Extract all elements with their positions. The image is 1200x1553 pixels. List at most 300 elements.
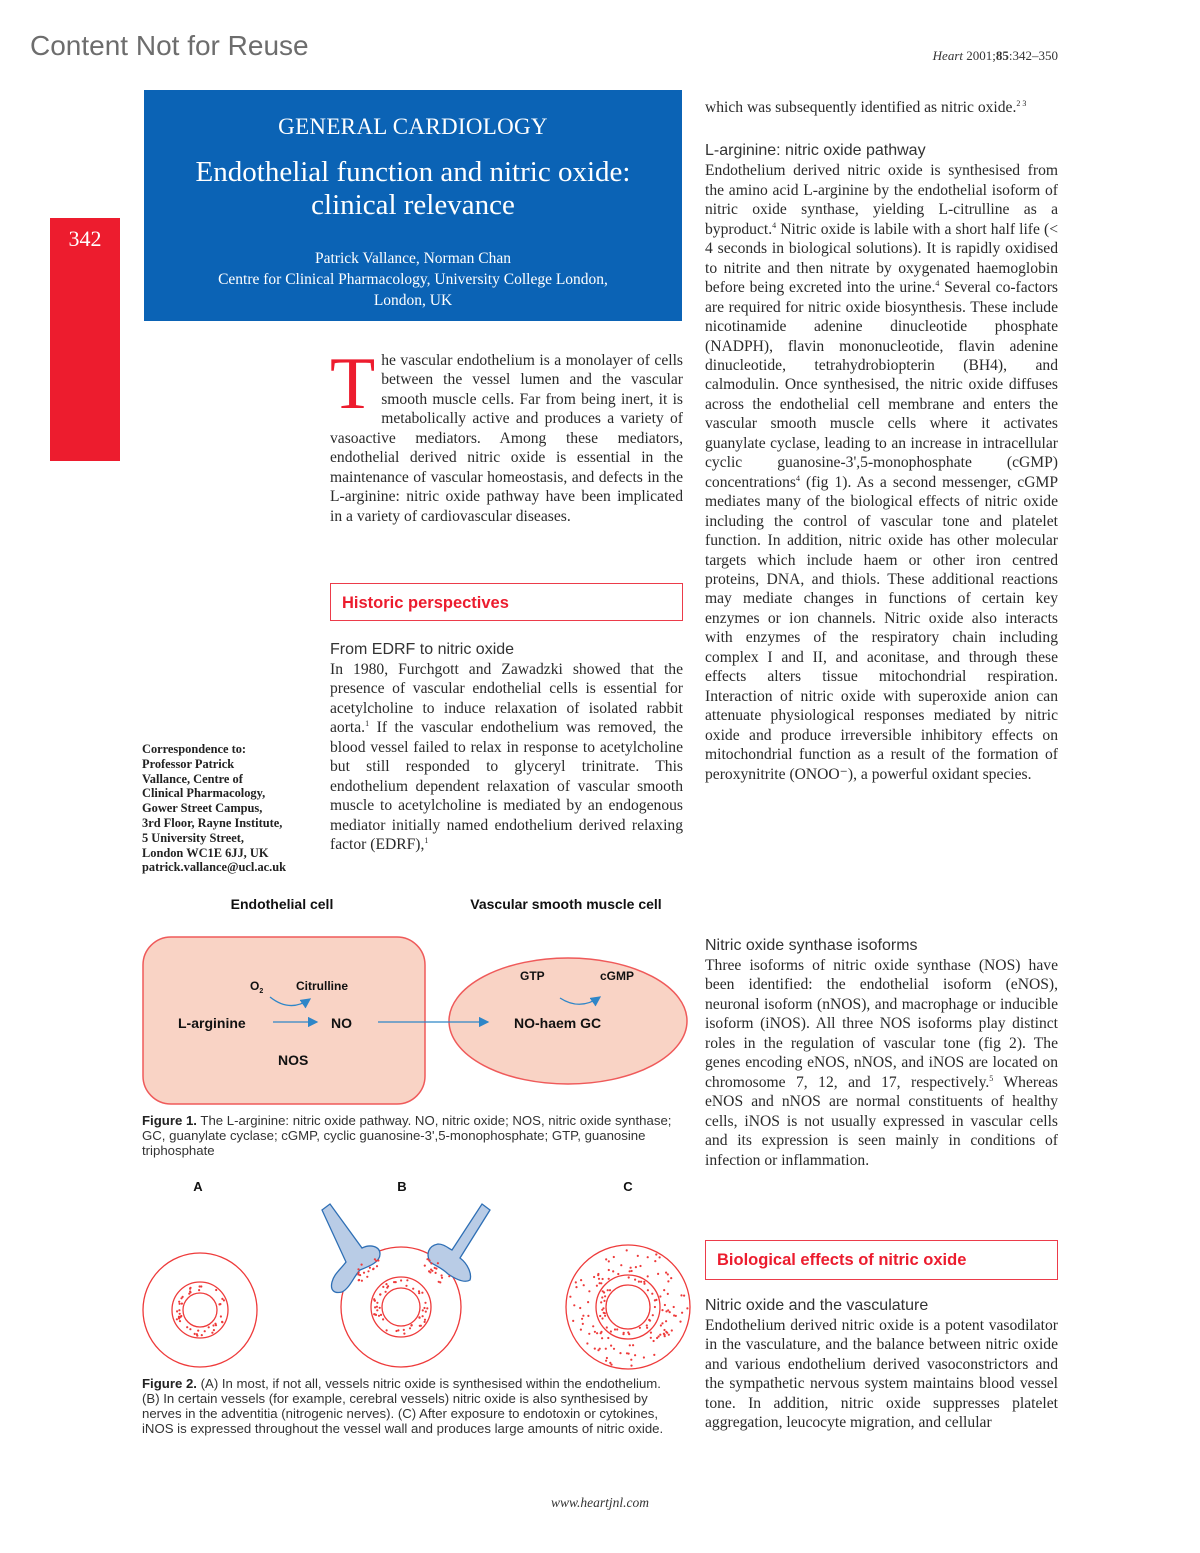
nos-dot-b (386, 1287, 388, 1289)
inos-dot-c (675, 1315, 677, 1317)
text-span: 5 University Street, (142, 830, 244, 845)
inos-dot-c (650, 1337, 652, 1339)
text-span: Nitric oxide is labile with a short half life (< 4 seconds in biological solutions). It is rapidly oxidised to nitrite and then nitrate by oxygenated haemoglobin before being excreted into the urine. (705, 220, 1058, 297)
nerve-nos-dot-b (441, 1277, 443, 1279)
label-cgmp: cGMP (600, 969, 635, 983)
nos-dot-a (179, 1303, 181, 1305)
nos-dot-b (425, 1311, 427, 1313)
inos-dot-c (606, 1357, 608, 1359)
correspondence-address (142, 742, 322, 875)
nos-dot-a (199, 1285, 201, 1287)
nos-dot-b (378, 1315, 380, 1317)
nerve-nos-dot-b (366, 1276, 368, 1278)
nos-dot-a (178, 1316, 180, 1318)
inos-dot-c (606, 1326, 608, 1328)
inos-dot-c (575, 1286, 577, 1288)
nos-dot-a (179, 1313, 181, 1315)
inos-dot-c (632, 1344, 634, 1346)
inos-dot-c (635, 1266, 637, 1268)
inos-dot-c (654, 1306, 656, 1308)
inos-dot-c (634, 1279, 636, 1281)
inos-dot-c (667, 1293, 669, 1295)
panel-label-c: C (623, 1179, 633, 1194)
authors: Patrick Vallance, Norman Chan (315, 250, 511, 267)
nos-dot-a (179, 1320, 181, 1322)
inos-dot-c (580, 1329, 582, 1331)
inos-dot-c (601, 1317, 603, 1319)
nos-dot-b (403, 1329, 405, 1331)
nos-dot-a (208, 1326, 210, 1328)
nos-dot-a (186, 1326, 188, 1328)
inos-dot-c (679, 1321, 681, 1323)
page-number: 342 (68, 226, 102, 251)
text-span: Clinical Pharmacology, (142, 786, 266, 801)
inos-dot-c (646, 1327, 648, 1329)
nerve-nos-dot-b (372, 1268, 374, 1270)
inos-dot-c (573, 1304, 575, 1306)
drop-cap: T (330, 343, 376, 425)
inos-dot-c (616, 1328, 618, 1330)
text-span: Three isoforms of nitric oxide synthase (NOS) have been identified: the endothelial isoform (eNOS), neuronal isoform (nNOS), and macrophage or inducible isoform (iNOS). All three NOS isoforms play distinct roles in the regulation of vascular tone (fig 2). The genes encoding eNOS, nNOS, and iNOS are located on chromosome 7, 12, and 17, respectively. (705, 957, 1058, 1091)
subheading-isoforms: Nitric oxide synthase isoforms (705, 937, 918, 954)
inos-dot-c (596, 1332, 598, 1334)
nos-dot-b (405, 1285, 407, 1287)
nos-dot-b (422, 1309, 424, 1311)
text-span: which was subsequently identified as nitric oxide. (705, 99, 1017, 116)
inos-dot-c (629, 1270, 631, 1272)
nos-dot-a (182, 1296, 184, 1298)
nerve-nos-dot-b (438, 1281, 440, 1283)
inos-dot-c (605, 1258, 607, 1260)
inos-dot-c (594, 1348, 596, 1350)
inos-dot-c (671, 1329, 673, 1331)
inos-dot-c (600, 1301, 602, 1303)
inos-dot-c (680, 1294, 682, 1296)
nos-dot-a (197, 1330, 199, 1332)
nos-dot-a (180, 1315, 182, 1317)
inos-dot-c (630, 1365, 632, 1367)
inos-dot-c (663, 1334, 665, 1336)
text-span: Professor Patrick (142, 756, 235, 771)
inos-dot-c (599, 1315, 601, 1317)
vessel-a-outer (143, 1253, 257, 1367)
inos-dot-c (661, 1322, 663, 1324)
inos-dot-c (647, 1256, 649, 1258)
vessel-b-lumen (382, 1288, 420, 1326)
inos-dot-c (596, 1285, 598, 1287)
nos-dot-a (189, 1290, 191, 1292)
inos-dot-c (669, 1311, 671, 1313)
inos-dot-c (600, 1332, 602, 1334)
nos-dot-a (181, 1303, 183, 1305)
nerve-nos-dot-b (377, 1259, 379, 1261)
nos-dot-a (221, 1298, 223, 1300)
text-span: (fig 1). As a second messenger, cGMP mediates many of the biological effects of nitric oxide including the control of vascular tone and platelet function. In addition, nitric oxide has other molecular targets which include haem or other iron centred proteins, DNA, and thiols. These additional reactions may mediate changes in functions of certain key enzymes or ion channels. Nitric oxide also interacts with enzymes of the respiratory chain including complex I and II, and aconitase, and through these effects alters tissue mitochondrial respiration. Interaction of nitric oxide with superoxide anion can attenuate physiological responses mediated by nitric oxide and produce irreversible inhibitory effects on mitochondrial function as a result of the formation of peroxynitrite (ONOO⁻), a powerful oxidant species. (705, 473, 1058, 783)
nos-dot-a (198, 1289, 200, 1291)
label-l-arginine: L-arginine (178, 1015, 246, 1031)
inos-dot-c (643, 1281, 645, 1283)
nos-dot-b (379, 1293, 381, 1295)
panel-label-a: A (193, 1179, 203, 1194)
inos-dot-c (670, 1277, 672, 1279)
inos-dot-c (613, 1348, 615, 1350)
inos-dot-c (643, 1356, 645, 1358)
nerve-nos-dot-b (441, 1274, 443, 1276)
nos-dot-a (176, 1310, 178, 1312)
text-span: 2 3 (1016, 98, 1027, 108)
article-title: Endothelial function and nitric oxide: clinical relevance (195, 156, 631, 221)
inos-dot-c (653, 1354, 655, 1356)
inos-dot-c (580, 1279, 582, 1281)
inos-dot-c (660, 1324, 662, 1326)
inos-dot-c (604, 1315, 606, 1317)
inos-dot-c (655, 1299, 657, 1301)
nerve-nos-dot-b (367, 1270, 369, 1272)
inos-dot-c (604, 1295, 606, 1297)
citation-year: 2001; (963, 48, 996, 63)
section-heading-biological: Biological effects of nitric oxide (705, 1240, 1058, 1280)
nerve-nos-dot-b (358, 1272, 360, 1274)
email-link[interactable]: patrick.vallance@ucl.ac.uk (142, 860, 287, 875)
nos-dot-a (178, 1309, 180, 1311)
text-span: Whereas eNOS and nNOS are normal constituents of healthy cells, iNOS is not usually expressed in vascular cells and its expression is seen mainly in conditions of infection or inflammation. (705, 1073, 1058, 1169)
inos-dot-c (639, 1265, 641, 1267)
vessel-c-lumen (606, 1285, 650, 1329)
inos-dot-c (659, 1256, 661, 1258)
nos-dot-b (403, 1333, 405, 1335)
intro-paragraph (330, 343, 683, 526)
inos-dot-c (647, 1275, 649, 1277)
inos-dot-c (665, 1272, 667, 1274)
nos-dot-a (189, 1287, 191, 1289)
inos-dot-c (638, 1281, 640, 1283)
inos-dot-c (628, 1353, 630, 1355)
inos-dot-c (601, 1337, 603, 1339)
text-span: Correspondence to: (142, 742, 247, 756)
inos-dot-c (602, 1307, 604, 1309)
subheading-pathway: L-arginine: nitric oxide pathway (705, 142, 926, 160)
text-span: 1 (424, 835, 429, 845)
inos-dot-c (639, 1327, 641, 1329)
right-column (705, 98, 1058, 784)
inos-dot-c (651, 1293, 653, 1295)
section-label: GENERAL CARDIOLOGY (278, 114, 548, 139)
title-banner (144, 90, 682, 321)
inos-dot-c (610, 1364, 612, 1366)
nos-dot-b (376, 1302, 378, 1304)
section-heading-historic: Historic perspectives (330, 583, 683, 621)
nos-dot-b (406, 1279, 408, 1281)
inos-dot-c (673, 1306, 675, 1308)
inos-dot-c (612, 1270, 614, 1272)
label-no: NO (331, 1015, 352, 1031)
inos-dot-c (607, 1289, 609, 1291)
text-span: Endothelium derived nitric oxide is synthesised from the amino acid L-arginine by the endothelial isoform of nitric oxide synthase, yielding L-citrulline as a byproduct. (705, 162, 1058, 238)
edrf-section (330, 640, 683, 855)
text-span: 3rd Floor, Rayne Institute, (142, 815, 283, 830)
inos-dot-c (659, 1334, 661, 1336)
inos-dot-c (569, 1296, 571, 1298)
text-span: Gower Street Campus, (142, 801, 263, 816)
nerve-nos-dot-b (424, 1265, 426, 1267)
label-endothelial-cell: Endothelial cell (230, 896, 334, 912)
nerve-left (322, 1204, 380, 1293)
inos-dot-c (613, 1256, 615, 1258)
inos-dot-c (681, 1312, 683, 1314)
inos-dot-c (634, 1354, 636, 1356)
text-span: Figure 2. (142, 1376, 197, 1391)
inos-dot-c (603, 1291, 605, 1293)
inos-dot-c (605, 1360, 607, 1362)
inos-dot-c (683, 1295, 685, 1297)
nerve-nos-dot-b (430, 1262, 432, 1264)
continuation-paragraph (705, 98, 1058, 117)
text-span: 5 (989, 1073, 994, 1083)
nos-dot-b (376, 1309, 378, 1311)
nos-dot-a (194, 1333, 196, 1335)
nos-dot-a (220, 1315, 222, 1317)
nerve-nos-dot-b (448, 1275, 450, 1277)
inos-dot-c (610, 1345, 612, 1347)
nos-dot-b (423, 1307, 425, 1309)
nerve-nos-dot-b (361, 1280, 363, 1282)
nerve-nos-dot-b (376, 1265, 378, 1267)
inos-dot-c (619, 1352, 621, 1354)
inos-dot-c (588, 1290, 590, 1292)
text-span: (A) In most, if not all, vessels nitric oxide is synthesised within the endothelium. (B) In certain vessels (for example, cerebral vessels) nitric oxide is also synthesised by nerves in the adventitia (nitrogenic nerves). (C) After exposure to endotoxin or cytokines, iNOS is expressed throughout the vessel wall and produces large amounts of nitric oxide. (142, 1376, 664, 1436)
nos-dot-b (411, 1324, 413, 1326)
label-no-haem-gc: NO-haem GC (514, 1015, 602, 1031)
nos-dot-b (373, 1298, 375, 1300)
inos-dot-c (628, 1333, 630, 1335)
nerve-nos-dot-b (430, 1269, 432, 1271)
inos-dot-c (602, 1278, 604, 1280)
nos-dot-b (385, 1291, 387, 1293)
inos-dot-c (617, 1273, 619, 1275)
inos-dot-c (665, 1310, 667, 1312)
vasculature-section (705, 1296, 1058, 1433)
inos-dot-c (614, 1328, 616, 1330)
nos-dot-b (424, 1302, 426, 1304)
nerve-nos-dot-b (437, 1262, 439, 1264)
inos-dot-c (666, 1332, 668, 1334)
nos-dot-b (382, 1318, 384, 1320)
nos-dot-a (189, 1328, 191, 1330)
nerve-nos-dot-b (435, 1268, 437, 1270)
subheading-vasculature: Nitric oxide and the vasculature (705, 1297, 929, 1314)
inos-dot-c (608, 1269, 610, 1271)
inos-dot-c (598, 1278, 600, 1280)
nerve-nos-dot-b (361, 1264, 363, 1266)
nos-dot-a (215, 1289, 217, 1291)
text-span: Several co-factors are required for nitric oxide biosynthesis. These include nicotinamide adenine dinucleotide phosphate (NADPH), flavin mononucleotide, flavin adenine dinucleotide, tetrahydrobiopterin (BH4), and calmodulin. Once synthesised, the nitric oxide diffuses across the endothelial cell membrane and enters the vascular smooth muscle cells where it activates guanylate cyclase, leading to an increase in intracellular cyclic guanosine-3',5-monophosphate (cGMP) concentrations (705, 279, 1058, 491)
inos-dot-c (668, 1334, 670, 1336)
inos-dot-c (650, 1332, 652, 1334)
inos-dot-c (647, 1289, 649, 1291)
inos-dot-c (665, 1320, 667, 1322)
inos-dot-c (601, 1296, 603, 1298)
nos-dot-a (211, 1332, 213, 1334)
inos-dot-c (608, 1278, 610, 1280)
inos-dot-c (605, 1348, 607, 1350)
inos-dot-c (646, 1324, 648, 1326)
nerve-nos-dot-b (428, 1260, 430, 1262)
inos-dot-c (572, 1320, 574, 1322)
inos-dot-c (629, 1344, 631, 1346)
inos-dot-c (631, 1270, 633, 1272)
intro-text: he vascular endothelium is a monolayer of cells between the vessel lumen and the vascular smooth muscle cells. Far from being inert, it is metabolically active and produces a variety of vasoactive mediators. Among these mediators, endothelial derived nitric oxide is essential in the maintenance of vascular homeostasis, and defects in the L-arginine: nitric oxide pathway have been implicated in a variety of cardiovascular diseases. (330, 352, 683, 525)
inos-dot-c (579, 1307, 581, 1309)
text-span: O (250, 979, 260, 993)
footer-url[interactable]: www.heartjnl.com (550, 1495, 649, 1510)
nos-dot-a (219, 1303, 221, 1305)
journal-name: Heart (932, 48, 963, 63)
figure-2-caption (142, 1376, 682, 1436)
inos-dot-c (686, 1307, 688, 1309)
nos-dot-a (201, 1334, 203, 1336)
subheading-edrf: From EDRF to nitric oxide (330, 641, 515, 658)
inos-dot-c (588, 1333, 590, 1335)
nos-dot-b (395, 1281, 397, 1283)
nos-dot-b (379, 1307, 381, 1309)
vessel-a-lumen (183, 1293, 217, 1327)
nos-dot-b (386, 1329, 388, 1331)
inos-dot-c (592, 1325, 594, 1327)
nos-dot-b (385, 1283, 387, 1285)
inos-dot-c (643, 1283, 645, 1285)
isoforms-section (705, 936, 1058, 1170)
nos-dot-b (422, 1315, 424, 1317)
pathway-paragraph (705, 161, 1058, 784)
nos-dot-b (373, 1313, 375, 1315)
figure-1-caption (142, 1113, 682, 1158)
nerve-nos-dot-b (357, 1268, 359, 1270)
inos-dot-c (583, 1284, 585, 1286)
nos-dot-b (409, 1327, 411, 1329)
inos-dot-c (655, 1253, 657, 1255)
nos-dot-b (418, 1290, 420, 1292)
inos-dot-c (663, 1289, 665, 1291)
text-span: London WC1E 6JJ, UK (142, 845, 269, 860)
nos-dot-b (380, 1314, 382, 1316)
edrf-paragraph (330, 660, 683, 855)
nos-dot-a (204, 1330, 206, 1332)
nos-dot-b (397, 1329, 399, 1331)
nerve-nos-dot-b (357, 1273, 359, 1275)
inos-dot-c (667, 1273, 669, 1275)
label-nos: NOS (278, 1052, 309, 1068)
vessel-c-outer (566, 1245, 690, 1369)
text-span: The L-arginine: nitric oxide pathway. NO, nitric oxide; NOS, nitric oxide synthase; GC, guanylate cyclase; cGMP, cyclic guanosine-3',5-monophosphate; GTP, guanosine triphosphate (142, 1113, 672, 1158)
inos-dot-c (626, 1249, 628, 1251)
inos-dot-c (582, 1315, 584, 1317)
watermark: Content Not for Reuse (30, 30, 309, 61)
nerve-nos-dot-b (426, 1258, 428, 1260)
nerve-nos-dot-b (363, 1272, 365, 1274)
nos-dot-b (420, 1325, 422, 1327)
inos-dot-c (659, 1295, 661, 1297)
figure-2-diagram (130, 1170, 700, 1370)
page-number-tab (50, 218, 120, 461)
nos-dot-a (196, 1335, 198, 1337)
nerve-nos-dot-b (435, 1272, 437, 1274)
nos-dot-b (382, 1286, 384, 1288)
inos-dot-c (652, 1314, 654, 1316)
text-span: If the vascular endothelium was removed, the blood vessel failed to relax in response to acetylcholine but still responded to glyceryl trinitrate. This endothelium dependent relaxation of vascular smooth muscle to acetylcholine is mediated by an endogenous mediator initially named endothelium derived relaxing factor (EDRF), (330, 719, 683, 854)
inos-dot-c (587, 1315, 589, 1317)
nos-dot-b (426, 1307, 428, 1309)
nos-dot-a (176, 1318, 178, 1320)
text-span: In 1980, Furchgott and Zawadzki showed that the presence of vascular endothelial cells is essential for acetylcholine to induce relaxation of isolated rabbit aorta. (330, 661, 683, 737)
nos-dot-a (213, 1329, 215, 1331)
nos-dot-b (424, 1319, 426, 1321)
inos-dot-c (604, 1312, 606, 1314)
inos-dot-c (622, 1333, 624, 1335)
citation-pages: :342–350 (1008, 48, 1058, 63)
nos-dot-b (421, 1292, 423, 1294)
nerve-nos-dot-b (429, 1271, 431, 1273)
inos-dot-c (663, 1329, 665, 1331)
inos-dot-c (597, 1273, 599, 1275)
inos-dot-c (599, 1282, 601, 1284)
text-span: 4 (772, 220, 777, 230)
nos-dot-b (400, 1279, 402, 1281)
nos-dot-b (395, 1330, 397, 1332)
inos-dot-c (661, 1309, 663, 1311)
label-gtp: GTP (520, 969, 545, 983)
inos-dot-c (653, 1340, 655, 1342)
nos-dot-a (212, 1324, 214, 1326)
inos-dot-c (603, 1300, 605, 1302)
panel-label-b: B (397, 1179, 407, 1194)
text-span: 2 (259, 988, 264, 995)
nos-dot-b (424, 1321, 426, 1323)
inos-dot-c (607, 1337, 609, 1339)
inos-dot-c (593, 1276, 595, 1278)
inos-dot-c (637, 1255, 639, 1257)
citation-volume: 85 (995, 48, 1009, 63)
inos-dot-c (582, 1323, 584, 1325)
inos-dot-c (664, 1304, 666, 1306)
inos-dot-c (587, 1301, 589, 1303)
inos-dot-c (654, 1260, 656, 1262)
nerve-nos-dot-b (358, 1279, 360, 1281)
affiliation-city: London, UK (373, 292, 453, 309)
inos-dot-c (597, 1349, 599, 1351)
figure-1-diagram (130, 885, 700, 1110)
inos-dot-c (649, 1320, 651, 1322)
inos-dot-c (586, 1342, 588, 1344)
text-span: 4 (795, 473, 800, 483)
isoforms-paragraph (705, 956, 1058, 1170)
inos-dot-c (581, 1318, 583, 1320)
affiliation: Centre for Clinical Pharmacology, University College London, (218, 271, 608, 288)
inos-dot-c (656, 1337, 658, 1339)
nos-dot-b (376, 1306, 378, 1308)
journal-citation (933, 48, 1058, 64)
text-span: Vallance, Centre of (142, 771, 243, 786)
nerve-nos-dot-b (369, 1267, 371, 1269)
vasculature-paragraph: Endothelium derived nitric oxide is a potent vasodilator in the vasculature, and the balance between nitric oxide and various endothelium derived vasoconstrictors and the sympathetic nervous system maintains blood vessel tone. In addition, nitric oxide suppresses platelet aggregation, leucocyte migration, and cellular (705, 1317, 1058, 1432)
inos-dot-c (630, 1267, 632, 1269)
nos-dot-a (178, 1301, 180, 1303)
text-span: Figure 1. (142, 1113, 197, 1128)
text-span: 4 (935, 278, 940, 288)
inos-dot-c (608, 1260, 610, 1262)
text-span: 1 (365, 719, 370, 729)
inos-dot-c (630, 1359, 632, 1361)
nos-dot-a (215, 1324, 217, 1326)
